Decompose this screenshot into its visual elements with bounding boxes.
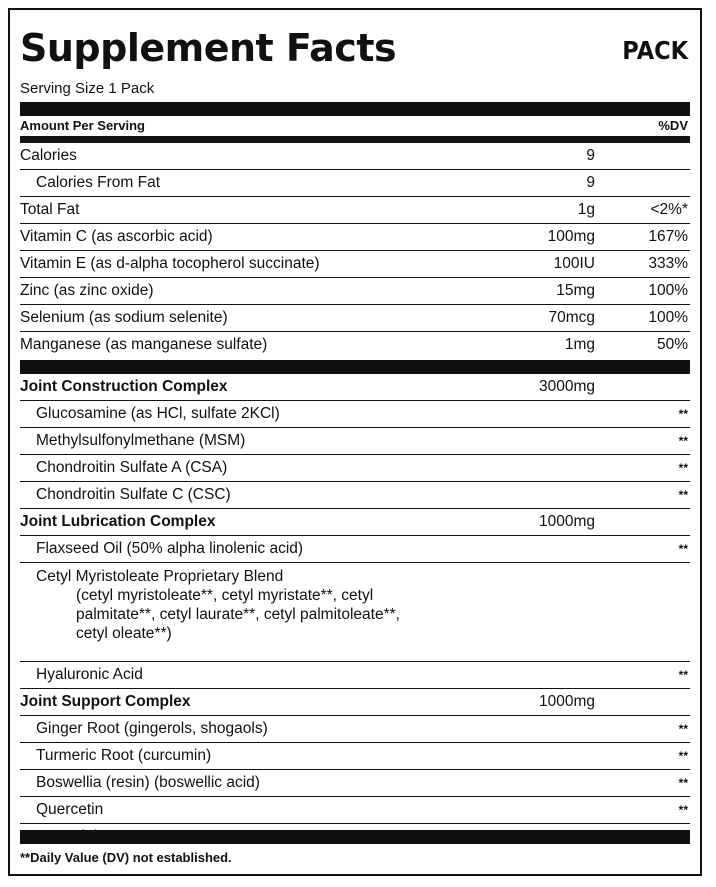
nutrient-row: [20, 197, 690, 224]
blend-detail: cetyl oleate**): [76, 625, 172, 642]
ingredient-name: Joint Support Complex: [20, 693, 191, 710]
daily-value: **: [678, 803, 688, 817]
panel-title: Supplement Facts: [20, 26, 397, 70]
amount-value: 3000mg: [538, 378, 595, 395]
daily-value: 167%: [648, 228, 688, 245]
thick-divider: [20, 830, 690, 844]
ingredient-row: [20, 716, 690, 743]
amount-value: 15mg: [556, 282, 595, 299]
nutrient-row: [20, 332, 690, 359]
ingredient-row: [20, 401, 690, 428]
blend-detail: palmitate**, cetyl laurate**, cetyl palmitoleate**,: [76, 606, 400, 623]
amount-value: 9: [586, 147, 595, 164]
ingredient-name: Ginger Root (gingerols, shogaols): [36, 720, 268, 737]
daily-value: **: [678, 668, 688, 682]
amount-value: 1g: [577, 201, 595, 218]
ingredient-name: Vitamin E (as d-alpha tocopherol succinate): [20, 255, 320, 272]
footnote: **Daily Value (DV) not established.: [20, 850, 232, 865]
ingredient-name: Manganese (as manganese sulfate): [20, 336, 268, 353]
complex-header-row: [20, 689, 690, 716]
nutrient-row: [20, 170, 690, 197]
ingredient-row: [20, 428, 690, 455]
daily-value: <2%*: [650, 201, 688, 218]
thick-divider: [20, 102, 690, 116]
ingredient-name: Calories From Fat: [36, 174, 161, 191]
daily-value: 333%: [648, 255, 688, 272]
daily-value: **: [678, 722, 688, 736]
nutrient-row: [20, 224, 690, 251]
amount-value: 100mg: [547, 228, 595, 245]
supplement-facts-panel: [8, 8, 702, 876]
blend-name: Cetyl Myristoleate Proprietary Blend: [36, 568, 284, 585]
daily-value: 100%: [648, 309, 688, 326]
blend-detail: (cetyl myristoleate**, cetyl myristate**, cetyl: [76, 587, 374, 604]
amount-value: 1000mg: [538, 693, 595, 710]
daily-value: 100%: [648, 282, 688, 299]
ingredient-name: Joint Construction Complex: [20, 378, 228, 395]
ingredient-name: Vitamin C (as ascorbic acid): [20, 228, 213, 245]
ingredient-name: Quercetin: [36, 801, 104, 818]
daily-value: **: [678, 434, 688, 448]
amount-value: 1000mg: [538, 513, 595, 530]
daily-value: **: [678, 488, 688, 502]
ingredient-name: Chondroitin Sulfate A (CSA): [36, 459, 228, 476]
ingredient-name: Methylsulfonylmethane (MSM): [36, 432, 246, 449]
nutrient-row: [20, 251, 690, 278]
serving-size: Serving Size 1 Pack: [20, 80, 155, 97]
amount-value: 70mcg: [548, 309, 595, 326]
nutrient-row: [20, 305, 690, 332]
ingredient-row: [20, 770, 690, 797]
amount-value: 100IU: [553, 255, 595, 272]
amount-value: 9: [586, 174, 595, 191]
form-label: PACK: [622, 36, 688, 65]
ingredient-list: [20, 374, 690, 851]
daily-value: **: [678, 776, 688, 790]
daily-value: **: [678, 407, 688, 421]
ingredient-name: Joint Lubrication Complex: [20, 513, 216, 530]
daily-value: **: [678, 749, 688, 763]
ingredient-name: Calories: [20, 147, 77, 164]
ingredient-name: Flaxseed Oil (50% alpha linolenic acid): [36, 540, 304, 557]
ingredient-row: [20, 536, 690, 563]
ingredient-name: Selenium (as sodium selenite): [20, 309, 228, 326]
thick-divider: [20, 360, 690, 374]
daily-value: **: [678, 542, 688, 556]
ingredient-name: Zinc (as zinc oxide): [20, 282, 154, 299]
dv-header-label: %DV: [658, 118, 688, 133]
ingredient-name: Total Fat: [20, 201, 80, 218]
ingredient-name: Boswellia (resin) (boswellic acid): [36, 774, 260, 791]
nutrient-row: [20, 278, 690, 305]
ingredient-row: [20, 797, 690, 824]
amount-per-serving-label: Amount Per Serving: [20, 118, 145, 133]
complex-header-row: [20, 374, 690, 401]
nutrient-list: [20, 143, 690, 359]
ingredient-name: Hyaluronic Acid: [36, 666, 143, 683]
ingredient-row: [20, 743, 690, 770]
ingredient-row: [20, 455, 690, 482]
ingredient-name: Glucosamine (as HCl, sulfate 2KCl): [36, 405, 280, 422]
medium-divider: [20, 136, 690, 143]
daily-value: 50%: [656, 336, 688, 353]
ingredient-name: Chondroitin Sulfate C (CSC): [36, 486, 231, 503]
table-header: [20, 118, 690, 134]
daily-value: **: [678, 461, 688, 475]
ingredient-name: Turmeric Root (curcumin): [36, 747, 212, 764]
amount-value: 1mg: [564, 336, 595, 353]
ingredient-row: [20, 563, 690, 662]
nutrient-row: [20, 143, 690, 170]
ingredient-name: [36, 567, 556, 643]
complex-header-row: [20, 509, 690, 536]
ingredient-row: [20, 482, 690, 509]
ingredient-row: [20, 662, 690, 689]
